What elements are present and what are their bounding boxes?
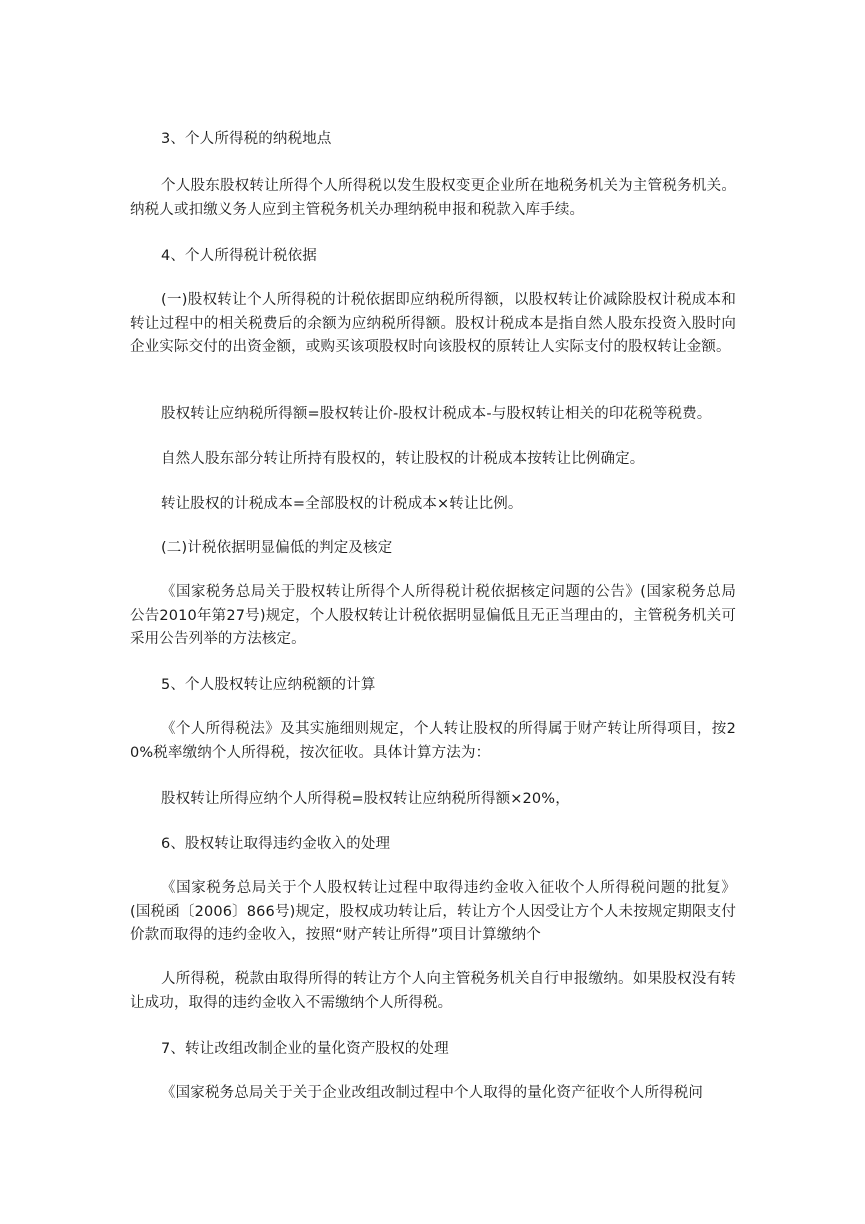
paragraph-announcement-2010-27: 《国家税务总局关于股权转让所得个人所得税计税依据核定问题的公告》(国家税务总局公告2010年第27号)规定，个人股权转让计税依据明显偏低且无正当理由的，主管税务机关可采用公告列举的方法核定。: [130, 584, 736, 648]
subheading-low-basis: (二)计税依据明显偏低的判定及核定: [161, 540, 393, 556]
section-heading-penalty-income: 6、股权转让取得违约金收入的处理: [161, 836, 391, 852]
paragraph-tax-rate: 《个人所得税法》及其实施细则规定，个人转让股权的所得属于财产转让所得项目，按20%税率缴纳个人所得税，按次征收。具体计算方法为：: [130, 721, 736, 761]
section-heading-tax-location: 3、个人所得税的纳税地点: [161, 131, 332, 147]
section-heading-tax-basis: 4、个人所得税计税依据: [161, 248, 317, 264]
formula-tax-cost: 转让股权的计税成本=全部股权的计税成本×转让比例。: [161, 496, 523, 512]
paragraph-restructuring-announcement: 《国家税务总局关于关于企业改组改制过程中个人取得的量化资产征收个人所得税问: [161, 1085, 704, 1101]
section-heading-tax-calculation: 5、个人股权转让应纳税额的计算: [161, 677, 376, 693]
paragraph-partial-transfer: 自然人股东部分转让所持有股权的，转让股权的计税成本按转让比例确定。: [161, 451, 645, 467]
section-heading-restructured-shares: 7、转让改组改制企业的量化资产股权的处理: [161, 1041, 449, 1057]
paragraph-penalty-continued: 人所得税，税款由取得所得的转让方个人向主管税务机关自行申报缴纳。如果股权没有转让成功，取得的违约金收入不需缴纳个人所得税。: [130, 971, 736, 1011]
paragraph-penalty-reply: 《国家税务总局关于个人股权转让过程中取得违约金收入征收个人所得税问题的批复》(国税函〔2006〕866号)规定，股权成功转让后，转让方个人因受让方个人未按规定期限支付价款而取得的违约金收入，按照“财产转让所得”项目计算缴纳个: [130, 880, 736, 944]
formula-tax-payable: 股权转让所得应纳个人所得税=股权转让应纳税所得额×20%，: [161, 791, 570, 807]
paragraph-tax-location: 个人股东股权转让所得个人所得税以发生股权变更企业所在地税务机关为主管税务机关。纳税人或扣缴义务人应到主管税务机关办理纳税申报和税款入库手续。: [130, 178, 736, 218]
paragraph-tax-basis-definition: (一)股权转让个人所得税的计税依据即应纳税所得额，以股权转让价减除股权计税成本和转让过程中的相关税费后的余额为应纳税所得额。股权计税成本是指自然人股东投资入股时向企业实际交付的出资金额，或购买该项股权时向该股权的原转让人实际支付的股权转让金额。: [130, 292, 736, 356]
formula-taxable-income: 股权转让应纳税所得额=股权转让价-股权计税成本-与股权转让相关的印花税等税费。: [161, 406, 712, 422]
document-page: [130, 0, 736, 1224]
